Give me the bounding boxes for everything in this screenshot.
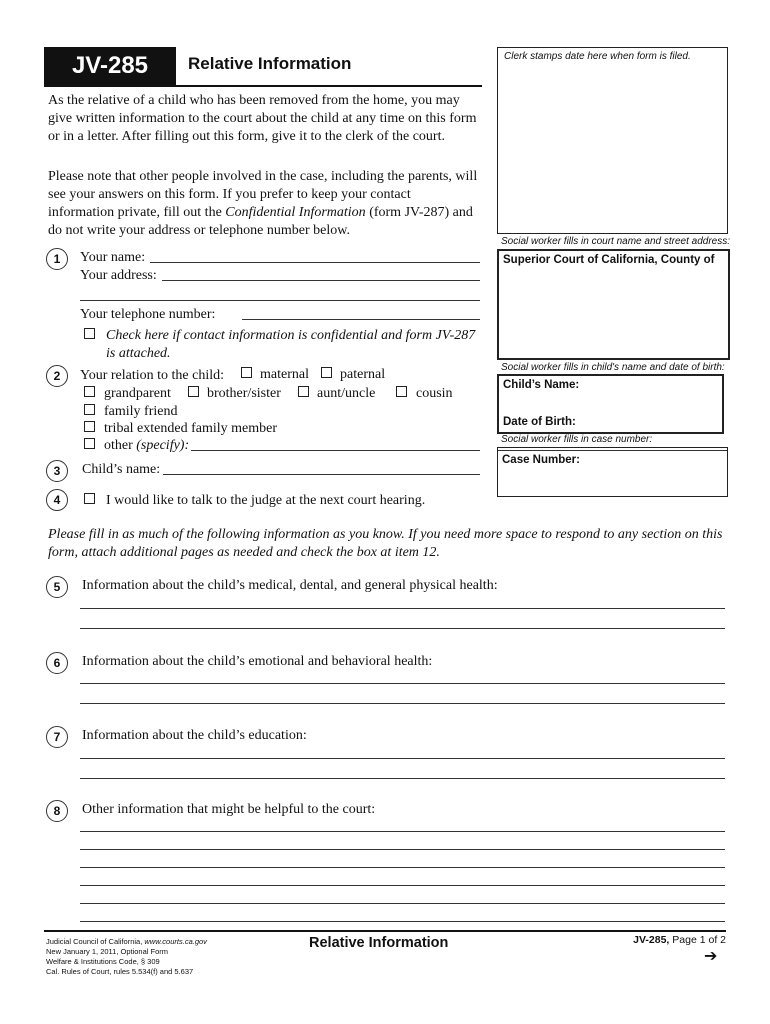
item-number-8: 8	[46, 800, 68, 822]
other-label: other (specify):	[104, 438, 190, 453]
education-info-line-1[interactable]	[80, 758, 725, 759]
other-info-line-2[interactable]	[80, 849, 725, 850]
paternal-checkbox[interactable]	[321, 367, 332, 378]
clerk-stamp-label: Clerk stamps date here when form is filed.	[504, 51, 691, 62]
footer-title: Relative Information	[309, 935, 449, 951]
other-info-line-5[interactable]	[80, 903, 725, 904]
emotional-info-line-2[interactable]	[80, 703, 725, 704]
cousin-label: cousin	[416, 386, 453, 401]
family-friend-label: family friend	[104, 404, 178, 419]
cousin-checkbox[interactable]	[396, 386, 407, 397]
other-info-label: Other information that might be helpful to the court:	[82, 802, 376, 817]
talk-to-judge-checkbox[interactable]	[84, 493, 95, 504]
brother-sister-label: brother/sister	[207, 386, 281, 401]
case-number-label: Case Number:	[502, 454, 580, 466]
your-name-field[interactable]	[150, 262, 480, 263]
footer-left	[46, 937, 207, 977]
your-address-field-2[interactable]	[80, 300, 480, 301]
intro-paragraph-2: Please note that other people involved in the case, including the parents, will see your answers on this form. If you prefer to keep your contact information private, fill out the Confidential Information (form JV-287) and do not write your address or telephone number below.	[48, 169, 478, 238]
intro-paragraph-1: As the relative of a child who has been removed from the home, you may give written information to the court about the child at any time on this form or in a letter. After filling out this form, give it to the clerk of the court.	[48, 93, 477, 144]
childs-name-label: Child’s name:	[82, 462, 161, 477]
footer-line-4: Cal. Rules of Court, rules 5.534(f) and 5.637	[46, 967, 194, 976]
court-name-text: Superior Court of California, County of	[503, 254, 715, 266]
other-info-line-4[interactable]	[80, 885, 725, 886]
confidential-check-label-2: is attached.	[106, 346, 171, 361]
grandparent-label: grandparent	[104, 386, 171, 401]
your-address-field[interactable]	[162, 280, 480, 281]
medical-info-line-2[interactable]	[80, 628, 725, 629]
header-rule	[44, 85, 482, 87]
item-number-4: 4	[46, 489, 68, 511]
aunt-uncle-label: aunt/uncle	[317, 386, 376, 401]
tribal-checkbox[interactable]	[84, 421, 95, 432]
other-info-line-3[interactable]	[80, 867, 725, 868]
education-info-label: Information about the child’s education:	[82, 728, 307, 743]
case-number-top-rule	[498, 450, 727, 451]
emotional-info-label: Information about the child’s emotional and behavioral health:	[82, 654, 433, 669]
instructions: Please fill in as much of the following information as you know. If you need more space to respond to any section on this form, attach additional pages as needed and check the box at item 12.	[48, 527, 723, 560]
your-address-label: Your address:	[80, 268, 157, 283]
family-friend-checkbox[interactable]	[84, 404, 95, 415]
tribal-label: tribal extended family member	[104, 421, 277, 436]
form-number-badge	[44, 47, 176, 85]
talk-to-judge-label: I would like to talk to the judge at the next court hearing.	[106, 493, 426, 508]
confidential-check-label: Check here if contact information is confidential and form JV-287	[106, 328, 476, 343]
medical-info-label: Information about the child’s medical, dental, and general physical health:	[82, 578, 498, 593]
footer-rule	[44, 930, 726, 932]
item-number-2: 2	[46, 365, 68, 387]
confidential-checkbox[interactable]	[84, 328, 95, 339]
medical-info-line-1[interactable]	[80, 608, 725, 609]
form-title: Relative Information	[188, 54, 352, 73]
other-specify-field[interactable]	[191, 450, 480, 451]
footer-line-1: Judicial Council of California, www.courts.ca.gov	[46, 937, 207, 946]
other-info-line-6[interactable]	[80, 921, 725, 922]
paternal-label: paternal	[340, 367, 386, 382]
dob-label: Date of Birth:	[503, 416, 576, 428]
item-number-6: 6	[46, 652, 68, 674]
item-number-3: 3	[46, 460, 68, 482]
telephone-field[interactable]	[242, 319, 480, 320]
grandparent-checkbox[interactable]	[84, 386, 95, 397]
footer-line-2: New January 1, 2011, Optional Form	[46, 947, 169, 956]
footer-line-3: Welfare & Institutions Code, § 309	[46, 957, 160, 966]
aunt-uncle-checkbox[interactable]	[298, 386, 309, 397]
emotional-info-line-1[interactable]	[80, 683, 725, 684]
childs-name-field[interactable]	[163, 474, 480, 475]
court-name-label: Social worker fills in court name and street address:	[501, 236, 730, 247]
case-number-box[interactable]	[497, 447, 728, 497]
form-number: JV-285	[71, 52, 149, 79]
relation-label: Your relation to the child:	[80, 368, 225, 383]
education-info-line-2[interactable]	[80, 778, 725, 779]
maternal-checkbox[interactable]	[241, 367, 252, 378]
court-name-box[interactable]	[497, 249, 730, 360]
child-info-box[interactable]	[497, 374, 724, 434]
item-number-5: 5	[46, 576, 68, 598]
child-name-label: Child’s Name:	[503, 379, 580, 391]
footer-page-info: JV-285, Page 1 of 2	[633, 934, 726, 946]
maternal-label: maternal	[260, 367, 309, 382]
case-number-note: Social worker fills in case number:	[501, 434, 653, 445]
item-number-7: 7	[46, 726, 68, 748]
next-page-arrow-icon[interactable]: ➔	[704, 948, 718, 965]
item-number-1: 1	[46, 248, 68, 270]
telephone-label: Your telephone number:	[80, 307, 216, 322]
other-info-line-1[interactable]	[80, 831, 725, 832]
clerk-stamp-box[interactable]	[497, 47, 728, 234]
your-name-label: Your name:	[80, 250, 146, 265]
other-checkbox[interactable]	[84, 438, 95, 449]
child-info-label: Social worker fills in child's name and date of birth:	[501, 362, 725, 373]
brother-sister-checkbox[interactable]	[188, 386, 199, 397]
